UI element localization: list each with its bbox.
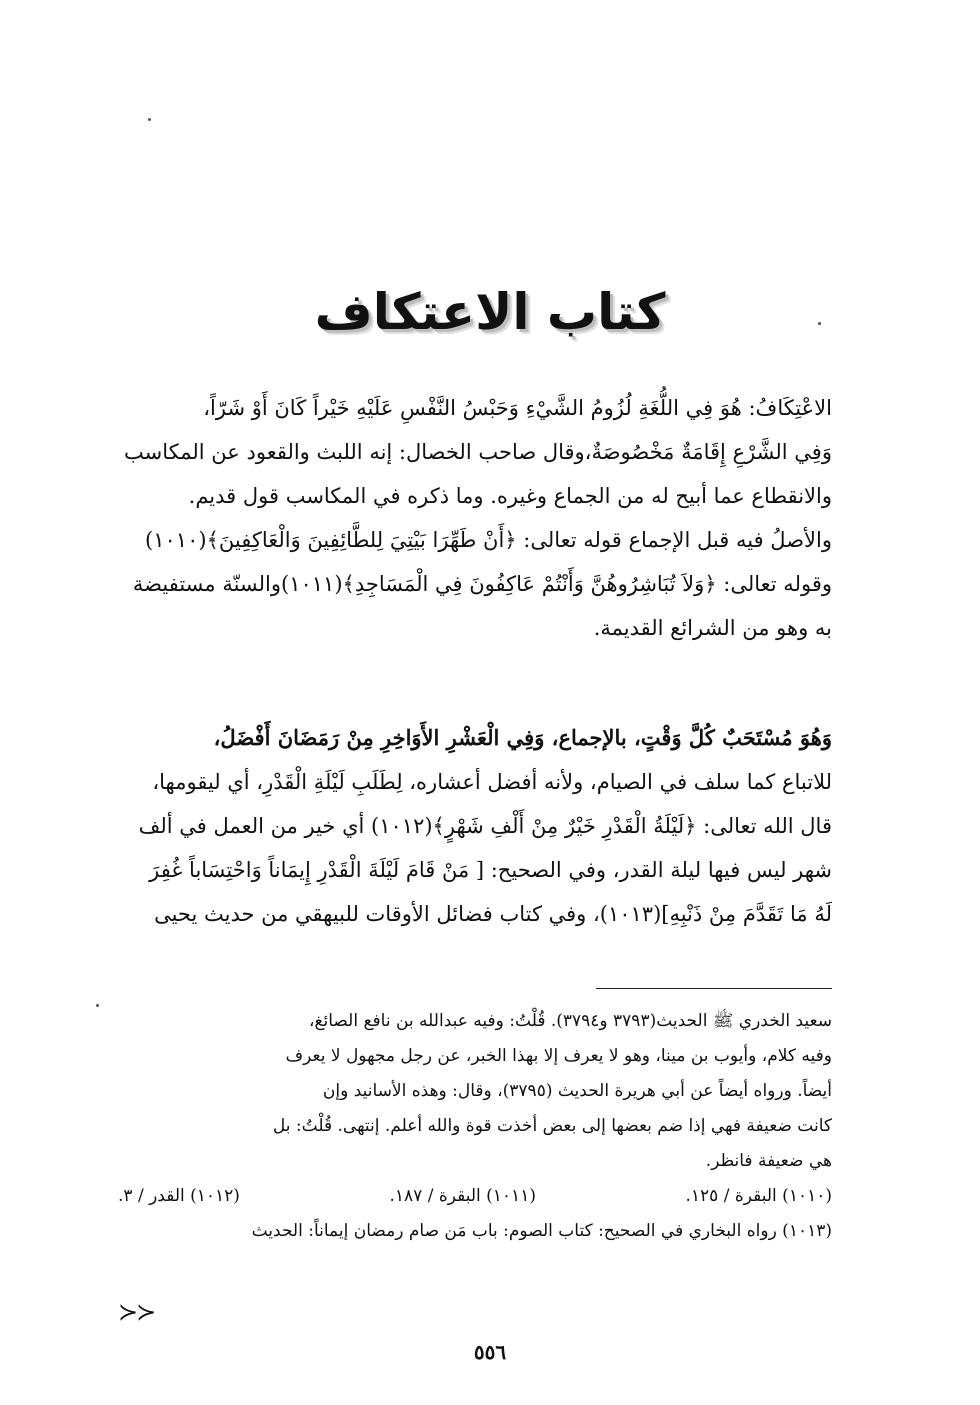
scan-speck <box>148 118 151 121</box>
footnotes <box>118 1004 832 1249</box>
footnote-divider <box>596 988 832 989</box>
text-line: والأصلُ فيه قبل الإجماع قوله تعالى: ﴿أَنْ طَهِّرَا بَيْتِيَ لِلطَّائِفِينَ وَالْعَاكِفِينَ﴾(١٠١٠) <box>145 528 832 552</box>
footnote-line: أيضاً. ورواه أيضاً عن أبي هريرة الحديث (٣٧٩٥)، وقال: وهذه الأسانيد وإن <box>322 1081 832 1101</box>
text-line: وقوله تعالى: ﴿وَلاَ تُبَاشِرُوهُنَّ وَأَنْتُمْ عَاكِفُونَ فِي الْمَسَاجِدِ﴾(١٠١١)والسنّة مستفيضة <box>132 572 832 596</box>
footnote-line: سعيد الخدري ﷺ الحديث(٣٧٩٣ و٣٧٩٤). قُلْتُ: وفيه عبدالله بن نافع الصائغ، <box>308 1011 832 1031</box>
footnote-line: هي ضعيفة فانظر. <box>705 1151 832 1171</box>
text-line-bold: وَهُوَ مُسْتَحَبٌ كُلَّ وَقْتٍ، بالإجماع، وَفِي الْعَشْرِ الأَوَاخِرِ مِنْ رَمَضَانَ أَفْضَلُ، <box>213 725 832 750</box>
footnote-references <box>118 1179 832 1214</box>
footnote-ref: (١٠١١) البقرة / ١٨٧. <box>389 1186 536 1206</box>
text-line: لَهُ مَا تَقَدَّمَ مِنْ ذَنْبِهِ](١٠١٣)، وفي كتاب فضائل الأوقات للبيهقي من حديث يحيى <box>154 902 832 926</box>
footnote-line: كانت ضعيفة فهي إذا ضم بعضها إلى بعض أخذت قوة والله أعلم. إنتهى. قُلْتُ: بل <box>272 1116 832 1136</box>
footnote-ref: (١٠١٢) القدر / ٣. <box>118 1186 240 1206</box>
text-line: والانقطاع عما أبيح له من الجماع وغيره. وما ذكره في المكاسب قول قديم. <box>188 484 832 508</box>
continue-marker: ≺≺ <box>118 1298 155 1326</box>
text-line: للاتباع كما سلف في الصيام، ولأنه أفضل أعشاره، لِطَلَبِ لَيْلَةِ الْقَدْرِ، أي ليقومها، <box>152 770 832 794</box>
text-line: به وهو من الشرائع القديمة. <box>593 616 832 640</box>
page-number: ٥٥٦ <box>473 1340 507 1364</box>
text-line: وَفِي الشَّرْعِ إِقَامَةٌ مَخْصُوصَةٌ،وقال صاحب الخصال: إنه اللبث والقعود عن المكاسب <box>124 440 832 464</box>
footnote-line: (١٠١٣) رواه البخاري في الصحيح: كتاب الصوم: باب مَن صام رمضان إيماناً: الحديث <box>251 1221 832 1241</box>
text-line: الاعْتِكَافُ: هُوَ فِي اللُّغَةِ لُزُومُ الشَّيْءِ وَحَبْسُ النَّفْسِ عَلَيْهِ خَيْراً كَانَ أَوْ شَرّاً، <box>203 396 832 420</box>
text-line: قال الله تعالى: ﴿لَيْلَةُ الْقَدْرِ خَيْرٌ مِنْ أَلْفِ شَهْرٍ﴾(١٠١٢) أي خير من العمل في ألف <box>138 814 832 838</box>
paragraph-ruling <box>118 716 832 936</box>
paragraph-definition <box>118 386 832 650</box>
chapter-title: كتاب الاعتكاف <box>314 283 666 341</box>
footnote-line: وفيه كلام، وأيوب بن مينا، وهو لا يعرف إلا بهذا الخبر، عن رجل مجهول لا يعرف <box>285 1046 832 1066</box>
text-line: شهر ليس فيها ليلة القدر، وفي الصحيح: [ مَنْ قَامَ لَيْلَةَ الْقَدْرِ إِيمَاناً وَاحْتِسَاباً غُفِرَ <box>149 858 832 882</box>
scan-speck <box>96 1004 99 1007</box>
footnote-ref: (١٠١٠) البقرة / ١٢٥. <box>685 1186 832 1206</box>
